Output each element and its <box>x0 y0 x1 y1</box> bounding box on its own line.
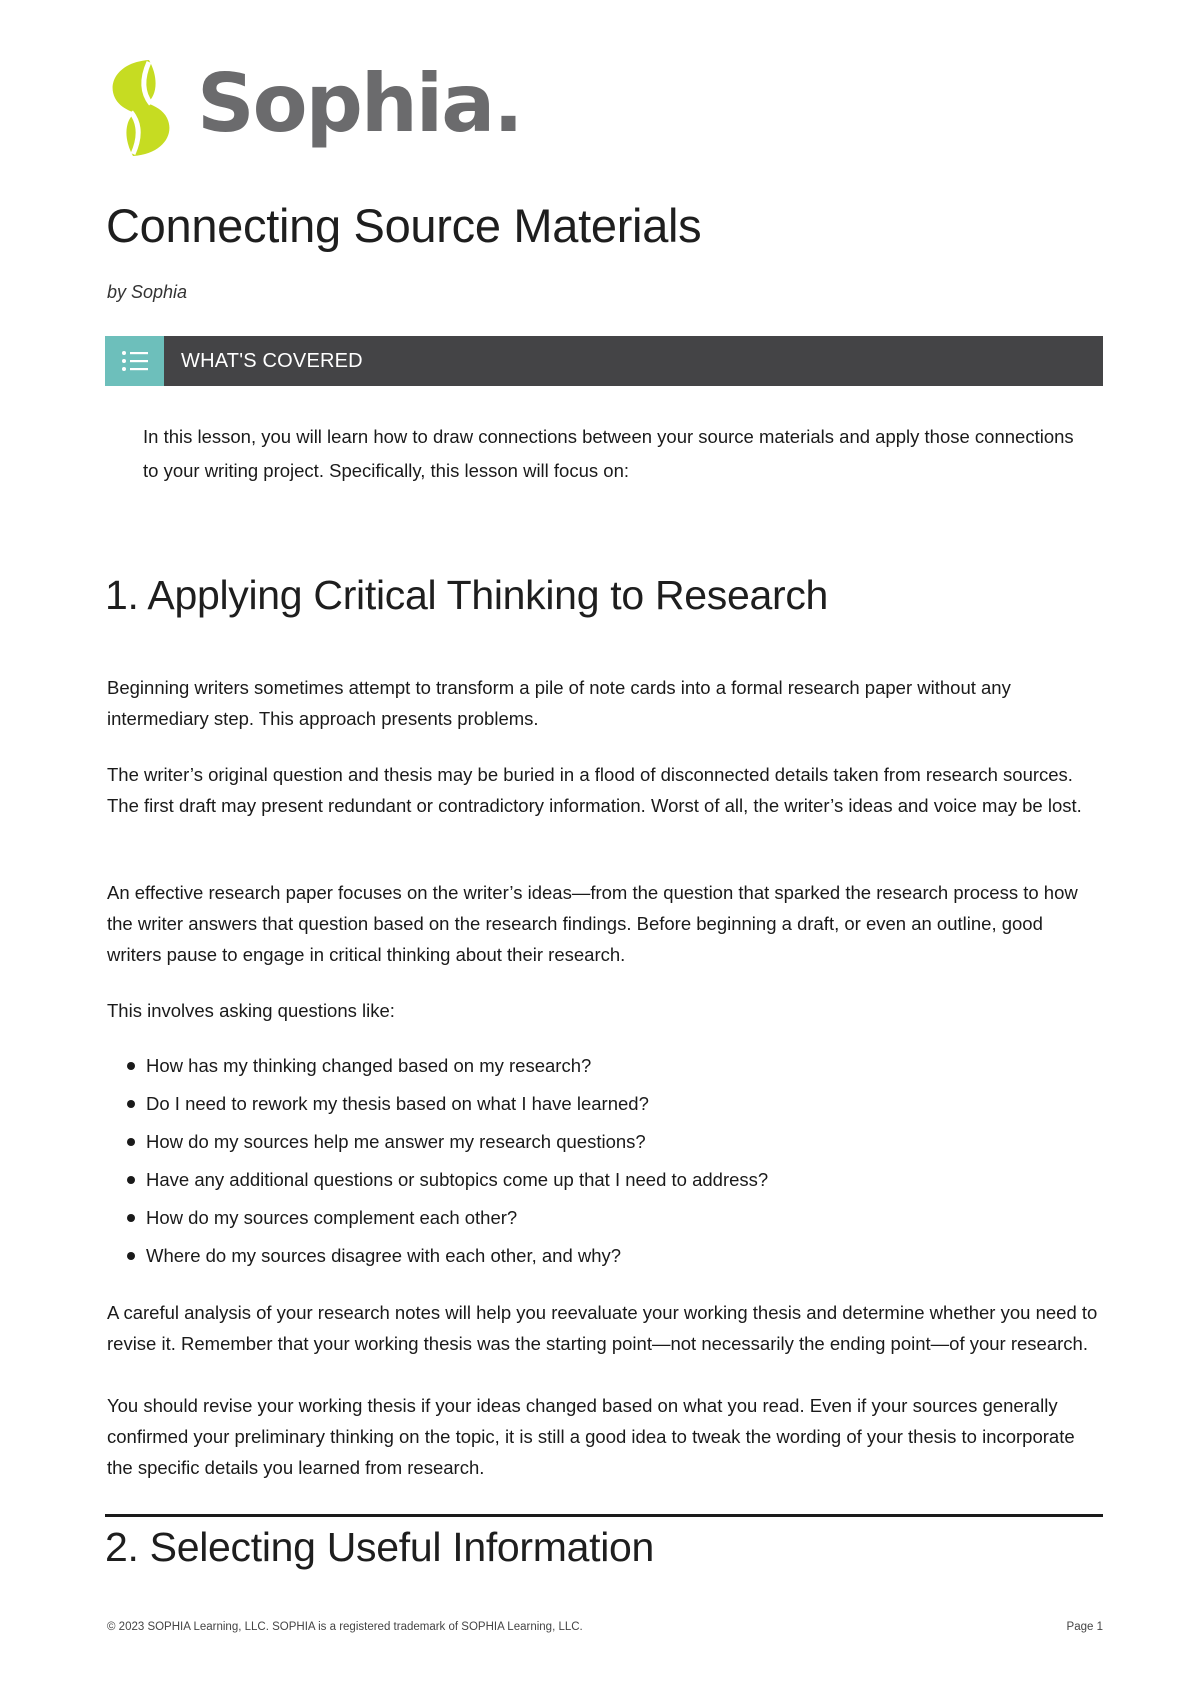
section-heading-1: 1. Applying Critical Thinking to Research <box>105 572 829 618</box>
list-item: Do I need to rework my thesis based on what I have learned? <box>107 1088 768 1126</box>
footer-copyright: © 2023 SOPHIA Learning, LLC. SOPHIA is a registered trademark of SOPHIA Learning, LLC. <box>107 1621 583 1633</box>
list-icon <box>121 349 149 373</box>
logo-wordmark: Sophia. <box>197 57 522 150</box>
covered-label: WHAT'S COVERED <box>181 349 363 372</box>
bullet-dot-icon <box>127 1062 135 1070</box>
bullet-dot-icon <box>127 1138 135 1146</box>
footer-page-number: Page 1 <box>1066 1621 1103 1633</box>
covered-intro: In this lesson, you will learn how to draw connections between your source materials and apply those connections to your writing project. Specifically, this lesson will focus on: <box>143 426 1074 481</box>
section-divider <box>105 1514 1103 1517</box>
paragraph: The writer’s original question and thesis may be buried in a flood of disconnected details taken from research sources. The first draft may present redundant or contradictory information. Worst of all, the writer’s ideas and voice may be lost. <box>107 764 1082 816</box>
author-byline: by Sophia <box>107 282 188 302</box>
paragraph: An effective research paper focuses on the writer’s ideas—from the question that sparked the research process to how the writer answers that question based on the research findings. Before beginning a draft, or even an outline, good writers pause to engage in critical thinking about their research. <box>107 882 1078 965</box>
covered-icon-box <box>105 336 164 386</box>
whats-covered-banner <box>105 336 1103 386</box>
list-item: How has my thinking changed based on my research? <box>107 1050 768 1088</box>
question-list <box>107 1050 768 1278</box>
paragraph: Beginning writers sometimes attempt to transform a pile of note cards into a formal research paper without any intermediary step. This approach presents problems. <box>107 677 1011 729</box>
list-item: How do my sources complement each other? <box>107 1202 768 1240</box>
paragraph: This involves asking questions like: <box>107 1000 395 1021</box>
list-item: Have any additional questions or subtopics come up that I need to address? <box>107 1164 768 1202</box>
bullet-dot-icon <box>127 1214 135 1222</box>
section-heading-2: 2. Selecting Useful Information <box>105 1524 655 1570</box>
page-title: Connecting Source Materials <box>106 199 702 252</box>
bullet-dot-icon <box>127 1176 135 1184</box>
sophia-logo <box>105 56 522 160</box>
list-item: How do my sources help me answer my research questions? <box>107 1126 768 1164</box>
sophia-leaf-icon <box>105 58 177 158</box>
list-item: Where do my sources disagree with each other, and why? <box>107 1240 768 1278</box>
bullet-dot-icon <box>127 1252 135 1260</box>
bullet-dot-icon <box>127 1100 135 1108</box>
paragraph: A careful analysis of your research notes will help you reevaluate your working thesis and determine whether you need to revise it. Remember that your working thesis was the starting point—not necessarily the ending point—of your research. <box>107 1302 1098 1354</box>
paragraph: You should revise your working thesis if your ideas changed based on what you read. Even if your sources generally confirmed your preliminary thinking on the topic, it is still a good idea to tweak the wording of your thesis to incorporate the specific details you learned from research. <box>107 1395 1075 1478</box>
